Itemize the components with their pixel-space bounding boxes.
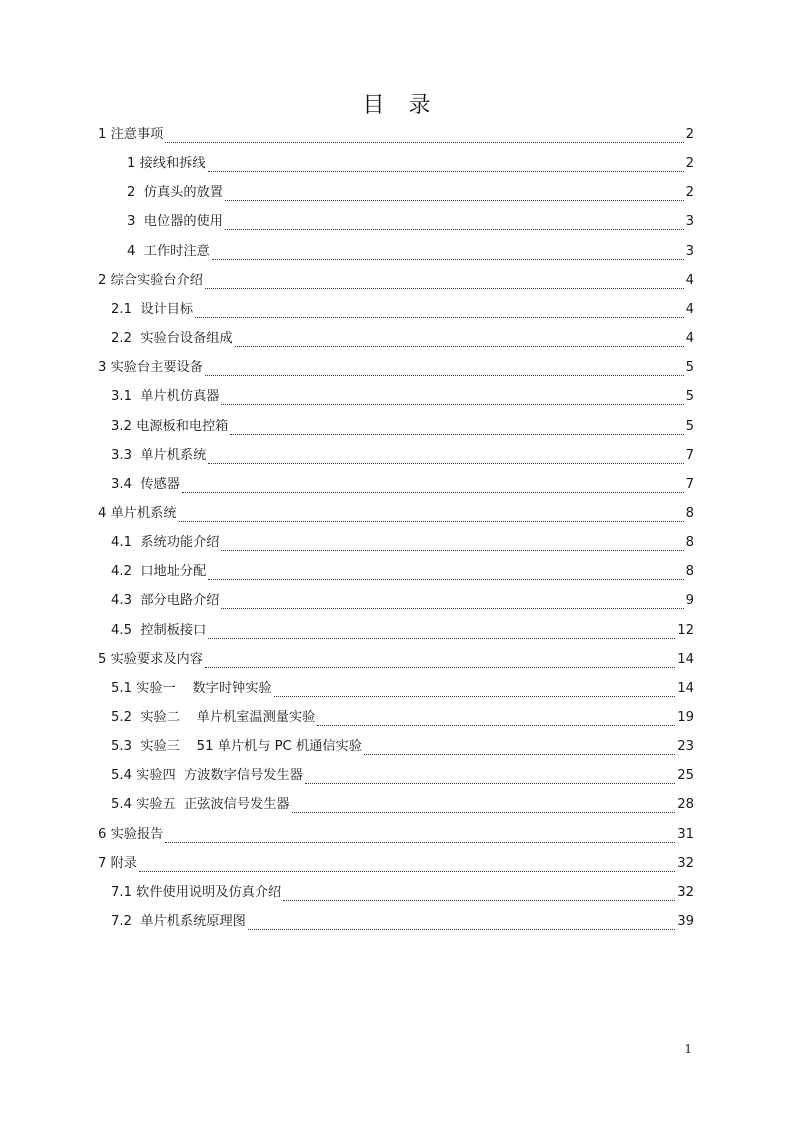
toc-entry-title: 3.3 单片机系统: [111, 447, 207, 463]
toc-entry-title: 5.2 实验二 单片机室温测量实验: [111, 710, 316, 725]
toc-entry-page: 5: [685, 418, 694, 434]
toc-entry-title: 5.3 实验三 51 单片机与 PC 机通信实验: [111, 739, 362, 755]
toc-dot-leader: [235, 345, 684, 347]
toc-entry[interactable]: [127, 210, 694, 238]
toc-entry[interactable]: [111, 619, 694, 647]
toc-entry-title: 6 实验报告: [98, 826, 164, 842]
toc-dot-leader: [225, 228, 684, 230]
toc-dot-leader: [195, 316, 684, 318]
toc-dot-leader: [182, 491, 684, 493]
toc-dot-leader: [364, 753, 675, 755]
toc-entry-title: 3.4 传感器: [111, 476, 180, 492]
toc-entry-page: 2: [685, 156, 694, 172]
toc-dot-leader: [208, 462, 683, 464]
toc-entry-page: 9: [685, 593, 694, 609]
toc-entry-page: 7: [685, 476, 694, 492]
toc-entry-page: 8: [685, 564, 694, 580]
toc-entry[interactable]: [127, 240, 694, 268]
toc-entry-page: 2: [685, 185, 694, 201]
toc-entry-title: 4 工作时注意: [127, 243, 210, 259]
toc-dot-leader: [205, 287, 684, 289]
toc-dot-leader: [317, 724, 675, 726]
toc-entry-title: 3 实验台主要设备: [98, 360, 203, 376]
toc-entry-title: 7 附录: [98, 855, 137, 871]
toc-entry[interactable]: [111, 531, 694, 559]
toc-dot-leader: [139, 870, 675, 872]
toc-entry[interactable]: [111, 764, 694, 792]
toc-entry-title: 7.1 软件使用说明及仿真介绍: [111, 884, 282, 900]
toc-entry-page: 28: [677, 797, 694, 813]
toc-entry[interactable]: [111, 444, 694, 472]
toc-entry[interactable]: [98, 356, 694, 384]
toc-entry-title: 4.3 部分电路介绍: [111, 593, 220, 609]
toc-entry-page: 3: [685, 214, 694, 230]
toc-entry-page: 2: [685, 127, 694, 142]
toc-entry-page: 8: [685, 505, 694, 521]
toc-entry-page: 7: [685, 447, 694, 463]
toc-entry[interactable]: [111, 793, 694, 821]
toc-entry-page: 25: [677, 768, 694, 784]
toc-entry-page: 5: [685, 389, 694, 405]
toc-entry-title: 4.2 口地址分配: [111, 564, 207, 580]
toc-entry[interactable]: [127, 152, 694, 180]
toc-entry-page: 4: [685, 272, 694, 288]
toc-entry-title: 5 实验要求及内容: [98, 651, 203, 667]
toc-entry-page: 39: [677, 914, 694, 930]
toc-entry-page: 4: [685, 301, 694, 317]
toc-dot-leader: [221, 607, 683, 609]
toc-entry-page: 23: [677, 739, 694, 755]
toc-entry-page: 32: [677, 884, 694, 900]
toc-entry-page: 31: [677, 826, 694, 842]
toc-dot-leader: [248, 928, 675, 930]
toc-entry-title: 3 电位器的使用: [127, 214, 223, 230]
toc-entry-page: 32: [677, 855, 694, 871]
toc-dot-leader: [225, 199, 684, 201]
page-number: 1: [684, 1042, 692, 1056]
toc-entry-page: 12: [677, 622, 694, 638]
toc-dot-leader: [230, 433, 683, 435]
toc-dot-leader: [165, 141, 683, 143]
toc-entry[interactable]: [111, 473, 694, 501]
toc-dot-leader: [221, 549, 683, 551]
toc-dot-leader: [165, 841, 675, 843]
toc-entry-page: 3: [685, 243, 694, 259]
toc-dot-leader: [283, 899, 675, 901]
toc-dot-leader: [292, 811, 676, 813]
toc-entry[interactable]: [98, 648, 694, 676]
toc-entry-page: 14: [677, 651, 694, 667]
toc-entry[interactable]: [111, 910, 694, 938]
toc-entry[interactable]: [111, 415, 694, 443]
toc-entry[interactable]: [98, 502, 694, 530]
toc-dot-leader: [205, 666, 675, 668]
toc-entry-title: 4.5 控制板接口: [111, 622, 207, 638]
toc-dot-leader: [208, 170, 684, 172]
toc-entry[interactable]: [127, 181, 694, 209]
toc-entry-title: 2 仿真头的放置: [127, 185, 223, 201]
toc-entry[interactable]: [111, 735, 694, 763]
toc-entry-title: 7.2 单片机系统原理图: [111, 914, 246, 930]
toc-dot-leader: [208, 578, 683, 580]
toc-entry[interactable]: [98, 852, 694, 880]
toc-dot-leader: [274, 695, 676, 697]
toc-entry[interactable]: [111, 327, 694, 355]
toc-entry-title: 3.1 单片机仿真器: [111, 389, 220, 405]
toc-dot-leader: [179, 520, 684, 522]
toc-dot-leader: [221, 403, 683, 405]
toc-entry-title: 3.2 电源板和电控箱: [111, 418, 229, 434]
toc-entry[interactable]: [111, 677, 694, 705]
toc-dot-leader: [208, 637, 675, 639]
toc-entry-title: 4.1 系统功能介绍: [111, 535, 220, 551]
toc-entry-title: 5.4 实验四 方波数字信号发生器: [111, 768, 303, 784]
toc-dot-leader: [205, 374, 684, 376]
toc-entry-page: 14: [677, 680, 694, 696]
toc-entry-title: 5.1 实验一 数字时钟实验: [111, 680, 272, 696]
toc-entry-title: 1 接线和拆线: [127, 156, 206, 172]
toc-entry-title: 4 单片机系统: [98, 505, 177, 521]
toc-entry[interactable]: [98, 123, 694, 151]
toc-dot-leader: [212, 258, 684, 260]
toc-entry-title: 2.1 设计目标: [111, 301, 194, 317]
toc-entry[interactable]: [111, 298, 694, 326]
toc-entry[interactable]: [111, 560, 694, 588]
toc-entry-title: 2 综合实验台介绍: [98, 272, 203, 288]
toc-entry[interactable]: [111, 881, 694, 909]
toc-title: 目录: [362, 93, 455, 118]
toc-dot-leader: [305, 782, 675, 784]
toc-entry[interactable]: [111, 589, 694, 617]
toc-entry-title: 1 注意事项: [98, 127, 164, 142]
toc-entry[interactable]: [111, 706, 694, 734]
toc-entry-page: 4: [685, 331, 694, 347]
toc-entry-page: 5: [685, 360, 694, 376]
toc-entry[interactable]: [98, 823, 694, 851]
toc-entry-title: 5.4 实验五 正弦波信号发生器: [111, 797, 290, 813]
toc-entry[interactable]: [98, 269, 694, 297]
toc-entry[interactable]: [111, 385, 694, 413]
toc-entry-page: 19: [677, 710, 694, 725]
toc-entry-page: 8: [685, 535, 694, 551]
toc-entry-title: 2.2 实验台设备组成: [111, 331, 233, 347]
